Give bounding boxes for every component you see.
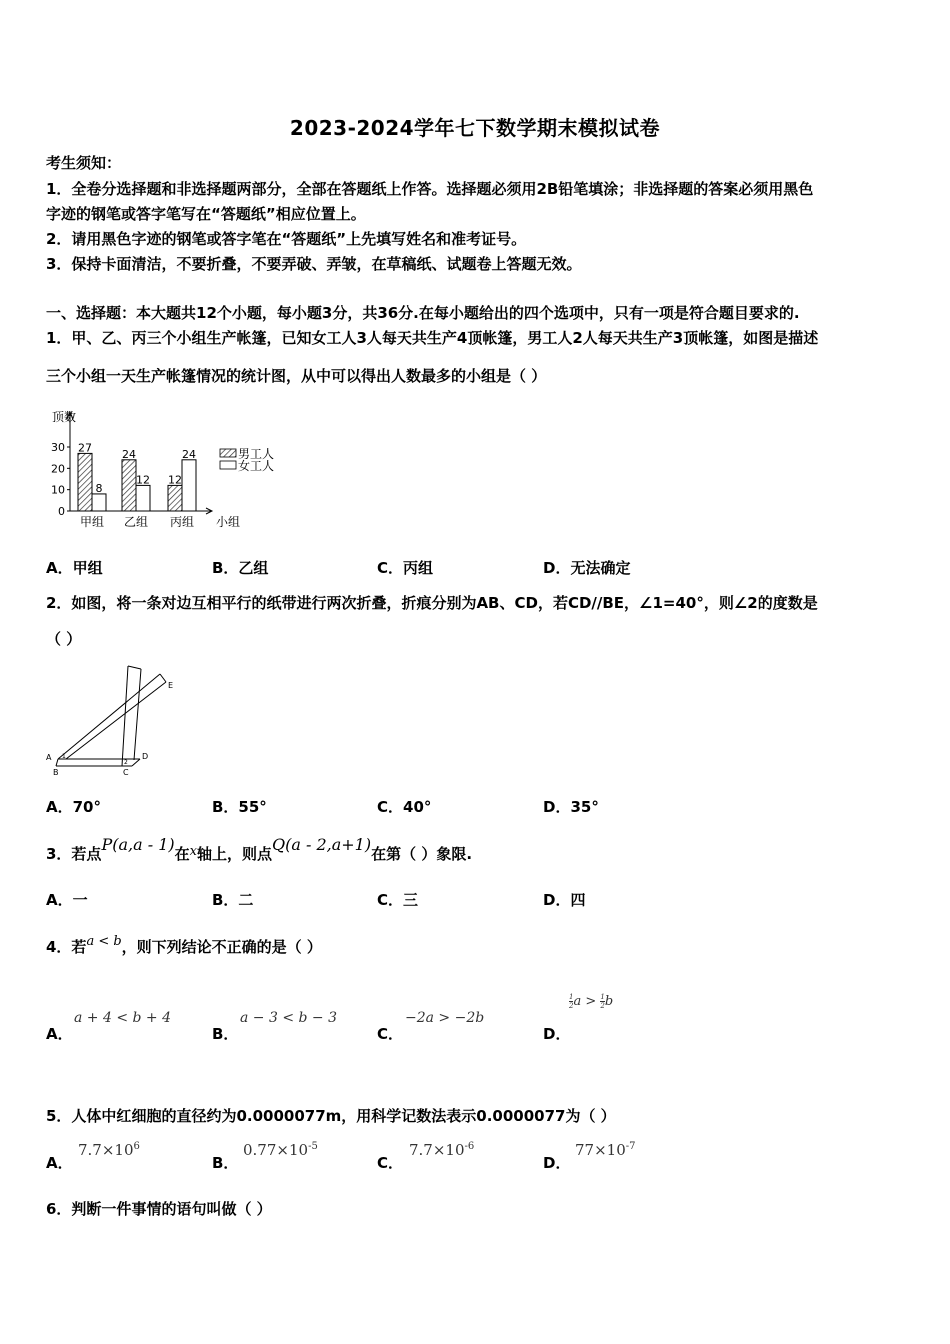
label-angle-2: 2 — [124, 759, 128, 766]
bar-female — [92, 494, 106, 511]
q3-mid2: 轴上，则点 — [196, 845, 272, 863]
question-4 — [46, 929, 322, 956]
q2-option-d[interactable]: D．35° — [543, 798, 599, 816]
legend-swatch-male — [220, 449, 236, 457]
notice-item: 2．请用黑色字迹的钢笔或答字笔在“答题纸”上先填写姓名和准考证号。 — [46, 230, 527, 248]
q3-point-q: Q(a - 2,a+1) — [271, 835, 372, 854]
q4-option-a-expr[interactable]: a + 4 < b + 4 — [74, 1010, 172, 1026]
bar-value-label: 24 — [122, 447, 136, 461]
question-3 — [46, 834, 473, 863]
category-label: 丙组 — [169, 515, 195, 529]
q3-option-b[interactable]: B．二 — [212, 891, 254, 909]
question-1-line1: 1．甲、乙、丙三个小组生产帐篷，已知女工人3人每天共生产4顶帐篷，男工人2人每天共生产3顶帐篷，如图是描述 — [46, 329, 819, 347]
q5-option-d-letter[interactable]: D． — [543, 1154, 571, 1172]
bar-value-label: 12 — [136, 473, 150, 487]
q4-option-d-expr[interactable]: $\frac{1}{2}$ a > $\frac{1}{2}$ b — [569, 993, 614, 1010]
y-axis-label: 顶数 — [52, 410, 77, 424]
q5-option-d-expr[interactable]: $77\times 10^{-7}$ — [575, 1141, 636, 1159]
bar-male — [78, 453, 92, 511]
q1-option-d[interactable]: D．无法确定 — [543, 559, 631, 577]
q5-option-a-letter[interactable]: A． — [46, 1154, 73, 1172]
label-E: E — [168, 681, 174, 690]
category-label: 乙组 — [123, 515, 149, 529]
bar-male — [168, 485, 182, 511]
question-1-line2: 三个小组一天生产帐篷情况的统计图，从中可以得出人数最多的小组是（ ） — [46, 367, 547, 385]
y-tick-label: 10 — [51, 483, 65, 497]
notice-item: 3．保持卡面清洁，不要折叠，不要弄破、弄皱，在草稿纸、试题卷上答题无效。 — [46, 255, 582, 273]
q4-option-b-letter[interactable]: B． — [212, 1025, 239, 1043]
q4-suffix: ，则下列结论不正确的是（ ） — [121, 938, 322, 956]
q2-option-c[interactable]: C．40° — [377, 798, 432, 816]
label-A: A — [46, 753, 52, 762]
bar-male — [122, 460, 136, 511]
legend-swatch-female — [220, 461, 236, 469]
q3-mid1: 在 — [174, 845, 190, 863]
q5-option-b-expr[interactable]: $0.77\times 10^{-5}$ — [243, 1141, 318, 1159]
chart-legend — [220, 447, 274, 473]
q3-point-p: P(a,a - 1) — [101, 835, 175, 854]
q4-option-d-letter[interactable]: D． — [543, 1025, 571, 1043]
legend-label-male: 男工人 — [238, 447, 275, 461]
notice-heading: 考生须知： — [46, 154, 122, 172]
q3-suffix: 在第（ ）象限. — [371, 845, 473, 863]
bar-female — [136, 485, 150, 511]
q2-option-a[interactable]: A．70° — [46, 798, 101, 816]
q4-option-c-letter[interactable]: C． — [377, 1025, 404, 1043]
bar-value-label: 12 — [168, 473, 182, 487]
label-B: B — [53, 768, 59, 777]
bar-female — [182, 460, 196, 511]
bar-value-label: 8 — [95, 481, 103, 495]
question-2-line2: （ ） — [46, 630, 82, 648]
q5-option-a-expr[interactable]: $7.7\times 10^6$ — [78, 1141, 140, 1159]
q1-option-c[interactable]: C．丙组 — [377, 559, 434, 577]
q5-option-b-letter[interactable]: B． — [212, 1154, 239, 1172]
q3-prefix: 3．若点 — [46, 845, 102, 863]
bar-chart — [44, 404, 294, 534]
y-tick-label: 0 — [58, 505, 65, 518]
notice-item: 1．全卷分选择题和非选择题两部分，全部在答题纸上作答。选择题必须用2B铅笔填涂；非选择题的答案必须用黑色 — [46, 180, 814, 198]
q3-option-d[interactable]: D．四 — [543, 891, 586, 909]
question-2-line1: 2．如图，将一条对边互相平行的纸带进行两次折叠，折痕分别为AB、CD，若CD//BE，∠1=40°，则∠2的度数是 — [46, 594, 818, 612]
x-axis-label: 小组 — [216, 515, 241, 529]
fraction: $\frac{1}{2}$ — [569, 993, 574, 1010]
legend-label-female: 女工人 — [238, 459, 275, 473]
q4-option-b-expr[interactable]: a − 3 < b − 3 — [240, 1010, 338, 1026]
q2-option-b[interactable]: B．55° — [212, 798, 267, 816]
section-heading: 一、选择题：本大题共12个小题，每小题3分，共36分.在每小题给出的四个选项中，只有一项是符合题目要求的. — [46, 304, 800, 322]
y-tick-label: 20 — [51, 462, 65, 476]
category-label: 甲组 — [79, 515, 105, 529]
bar-value-label: 24 — [182, 447, 196, 461]
question-5: 5．人体中红细胞的直径约为0.0000077m，用科学记数法表示0.0000077为（ ） — [46, 1107, 616, 1125]
y-tick-label: 30 — [51, 441, 65, 454]
q5-option-c-expr[interactable]: $7.7\times 10^{-6}$ — [409, 1141, 475, 1159]
label-angle-1: 1 — [62, 753, 66, 760]
label-C: C — [123, 768, 129, 777]
bar-value-label: 27 — [78, 441, 92, 455]
question-6: 6．判断一件事情的语句叫做（ ） — [46, 1200, 272, 1218]
label-D: D — [142, 752, 149, 761]
q1-option-a[interactable]: A．甲组 — [46, 559, 103, 577]
notice-item: 字迹的钢笔或答字笔写在“答题纸”相应位置上。 — [46, 205, 366, 223]
fraction: $\frac{1}{2}$ — [600, 993, 605, 1010]
q3-option-a[interactable]: A．一 — [46, 891, 88, 909]
q5-option-c-letter[interactable]: C． — [377, 1154, 404, 1172]
q4-prefix: 4．若 — [46, 938, 87, 956]
q3-option-c[interactable]: C．三 — [377, 891, 419, 909]
q1-option-b[interactable]: B．乙组 — [212, 559, 269, 577]
page-title: 2023-2024学年七下数学期末模拟试卷 — [289, 116, 661, 140]
q3-x: x — [189, 844, 197, 859]
q4-condition: a < b — [86, 934, 122, 949]
chart-bars — [78, 441, 196, 529]
q4-option-a-letter[interactable]: A． — [46, 1025, 73, 1043]
folded-strip-figure — [44, 664, 184, 780]
q4-option-c-expr[interactable]: −2a > −2b — [405, 1010, 485, 1026]
